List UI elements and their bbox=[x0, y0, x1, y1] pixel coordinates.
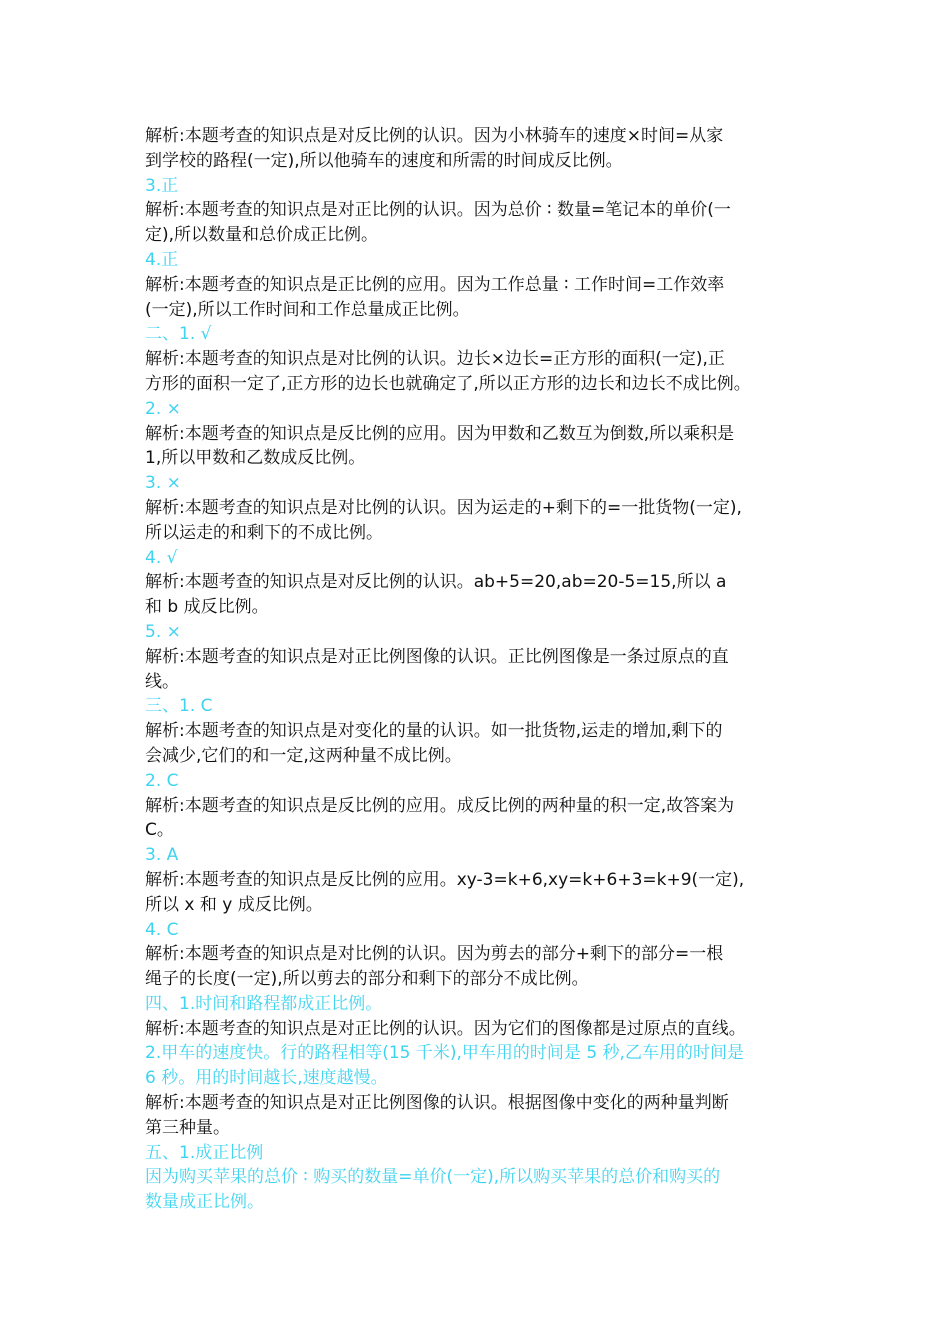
section-heading-answer: 二、1. √ bbox=[145, 324, 212, 345]
explanation-line: 解析:本题考查的知识点是对比例的认识。边长×边长=正方形的面积(一定),正 bbox=[145, 349, 725, 370]
explanation-line: 解析:本题考查的知识点是对正比例图像的认识。正比例图像是一条过原点的直 bbox=[145, 646, 729, 667]
explanation-line: 所以运走的和剩下的不成比例。 bbox=[145, 522, 383, 543]
explanation-line: 解析:本题考查的知识点是反比例的应用。成反比例的两种量的积一定,故答案为 bbox=[145, 795, 735, 816]
answer-line: 数量成正比例。 bbox=[145, 1192, 264, 1213]
explanation-line: 到学校的路程(一定),所以他骑车的速度和所需的时间成反比例。 bbox=[145, 150, 623, 171]
answer-line: 3. × bbox=[145, 473, 181, 494]
explanation-line: 解析:本题考查的知识点是对反比例的认识。因为小林骑车的速度×时间=从家 bbox=[145, 126, 724, 146]
answer-document bbox=[145, 124, 825, 1215]
answer-line: 6 秒。用的时间越长,速度越慢。 bbox=[145, 1068, 388, 1089]
section-heading-answer: 四、1.时间和路程都成正比例。 bbox=[145, 993, 383, 1014]
answer-line: 4.正 bbox=[145, 249, 179, 270]
answer-line: 2. C bbox=[145, 770, 179, 791]
explanation-line: 解析:本题考查的知识点是对比例的认识。因为运走的+剩下的=一批货物(一定), bbox=[145, 497, 742, 518]
answer-line: 2.甲车的速度快。行的路程相等(15 千米),甲车用的时间是 5 秒,乙车用的时间是 bbox=[145, 1043, 744, 1064]
explanation-line: 第三种量。 bbox=[145, 1117, 230, 1138]
explanation-line: 所以 x 和 y 成反比例。 bbox=[145, 894, 323, 915]
explanation-line: 线。 bbox=[145, 671, 179, 692]
answer-line: 4. √ bbox=[145, 547, 178, 568]
explanation-line: 解析:本题考查的知识点是对正比例的认识。因为它们的图像都是过原点的直线。 bbox=[145, 1018, 746, 1039]
answer-line: 4. C bbox=[145, 919, 179, 940]
explanation-line: (一定),所以工作时间和工作总量成正比例。 bbox=[145, 299, 470, 320]
explanation-line: 解析:本题考查的知识点是对反比例的认识。ab+5=20,ab=20-5=15,所以 a bbox=[145, 572, 727, 593]
answer-line: 3. A bbox=[145, 845, 179, 866]
explanation-line: 方形的面积一定了,正方形的边长也就确定了,所以正方形的边长和边长不成比例。 bbox=[145, 373, 751, 394]
answer-line: 2. × bbox=[145, 398, 181, 419]
answer-line: 因为购买苹果的总价 ∶ 购买的数量=单价(一定),所以购买苹果的总价和购买的 bbox=[145, 1167, 721, 1188]
answer-line: 3.正 bbox=[145, 175, 179, 196]
explanation-line: 解析:本题考查的知识点是对比例的认识。因为剪去的部分+剩下的部分=一根 bbox=[145, 944, 724, 965]
explanation-line: 解析:本题考查的知识点是对正比例的认识。因为总价 ∶ 数量=笔记本的单价(一 bbox=[145, 200, 731, 221]
explanation-line: C。 bbox=[145, 820, 174, 841]
explanation-line: 1,所以甲数和乙数成反比例。 bbox=[145, 448, 366, 469]
explanation-line: 解析:本题考查的知识点是对变化的量的认识。如一批货物,运走的增加,剩下的 bbox=[145, 721, 723, 742]
section-heading-answer: 五、1.成正比例 bbox=[145, 1142, 264, 1163]
explanation-line: 解析:本题考查的知识点是反比例的应用。xy-3=k+6,xy=k+6+3=k+9(一定), bbox=[145, 869, 745, 890]
explanation-line: 定),所以数量和总价成正比例。 bbox=[145, 225, 379, 246]
section-heading-answer: 三、1. C bbox=[145, 696, 213, 717]
explanation-line: 绳子的长度(一定),所以剪去的部分和剩下的部分不成比例。 bbox=[145, 969, 589, 990]
answer-line: 5. × bbox=[145, 621, 181, 642]
explanation-line: 和 b 成反比例。 bbox=[145, 597, 269, 618]
explanation-line: 解析:本题考查的知识点是反比例的应用。因为甲数和乙数互为倒数,所以乘积是 bbox=[145, 423, 735, 444]
explanation-line: 解析:本题考查的知识点是正比例的应用。因为工作总量 ∶ 工作时间=工作效率 bbox=[145, 274, 725, 295]
explanation-line: 会减少,它们的和一定,这两种量不成比例。 bbox=[145, 745, 462, 766]
explanation-line: 解析:本题考查的知识点是对正比例图像的认识。根据图像中变化的两种量判断 bbox=[145, 1093, 729, 1114]
